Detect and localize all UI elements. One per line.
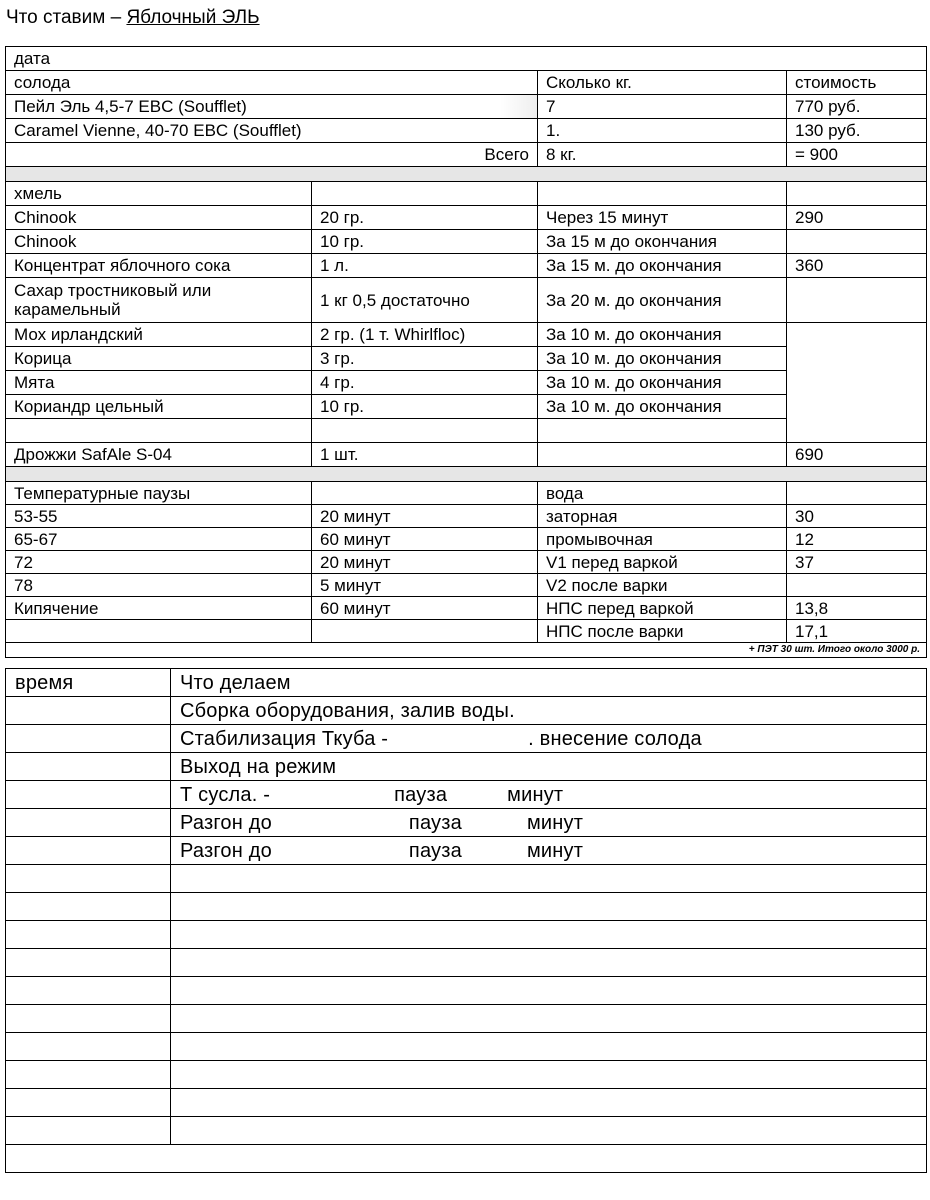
hop-cost: 290 bbox=[787, 206, 927, 230]
wort-temp-label: Т сусла. - bbox=[180, 783, 271, 806]
hop-name: Кориандр цельный bbox=[6, 395, 312, 419]
malt-cost: 130 руб. bbox=[787, 119, 927, 143]
water-label: вода bbox=[538, 482, 787, 505]
hop-when: За 10 м. до окончания bbox=[538, 347, 787, 371]
malt-qty: 1. bbox=[538, 119, 787, 143]
pause-label: пауза bbox=[408, 839, 462, 862]
water-name: НПС после варки bbox=[538, 620, 787, 643]
beer-name: Яблочный ЭЛЬ bbox=[126, 7, 260, 28]
malt-header-qty: Сколько кг. bbox=[538, 71, 787, 95]
water-value: 13,8 bbox=[787, 597, 927, 620]
hop-when: За 10 м. до окончания bbox=[538, 371, 787, 395]
time-header: время bbox=[6, 669, 171, 697]
hop-name: Chinook bbox=[6, 206, 312, 230]
hop-name: Концентрат яблочного сока bbox=[6, 254, 312, 278]
water-value: 30 bbox=[787, 505, 927, 528]
pause-temp: 78 bbox=[6, 574, 312, 597]
date-label: дата bbox=[6, 47, 927, 71]
malt-header-name: солода bbox=[6, 71, 538, 95]
water-name: НПС перед варкой bbox=[538, 597, 787, 620]
malt-total-qty: 8 кг. bbox=[538, 143, 787, 167]
hop-amount: 20 гр. bbox=[312, 206, 538, 230]
malt-total-label: Всего bbox=[6, 143, 538, 167]
hop-when: За 10 м. до окончания bbox=[538, 323, 787, 347]
title-prefix: Что ставим – bbox=[6, 7, 127, 28]
pause-label: пауза bbox=[408, 811, 462, 834]
water-value: 37 bbox=[787, 551, 927, 574]
step-wort-temp bbox=[171, 781, 927, 809]
pause-label: пауза bbox=[394, 783, 448, 806]
recipe-table bbox=[5, 46, 927, 658]
hop-when: За 20 м. до окончания bbox=[538, 278, 787, 323]
hop-cost bbox=[787, 323, 927, 443]
hop-when: За 15 м до окончания bbox=[538, 230, 787, 254]
pause-time bbox=[312, 620, 538, 643]
step-ramp bbox=[171, 809, 927, 837]
hop-name: Chinook bbox=[6, 230, 312, 254]
pause-time: 60 минут bbox=[312, 528, 538, 551]
action-header: Что делаем bbox=[171, 669, 927, 697]
cost-footnote: + ПЭТ 30 шт. Итого около 3000 р. bbox=[6, 643, 927, 658]
water-value: 17,1 bbox=[787, 620, 927, 643]
separator bbox=[6, 167, 927, 182]
hops-label: хмель bbox=[6, 182, 312, 206]
pause-time: 5 минут bbox=[312, 574, 538, 597]
hop-name: Мята bbox=[6, 371, 312, 395]
separator bbox=[6, 467, 927, 482]
hop-name: Сахар тростниковый или карамельный bbox=[6, 278, 312, 323]
minutes-label: минут bbox=[507, 783, 564, 806]
pause-temp: 65-67 bbox=[6, 528, 312, 551]
malt-cost: 770 руб. bbox=[787, 95, 927, 119]
pause-temp bbox=[6, 620, 312, 643]
hop-name: Мох ирландский bbox=[6, 323, 312, 347]
pause-time: 20 минут bbox=[312, 551, 538, 574]
malt-name: Пейл Эль 4,5-7 EBC (Soufflet) bbox=[6, 95, 538, 119]
hop-amount: 1 л. bbox=[312, 254, 538, 278]
hop-when: Через 15 минут bbox=[538, 206, 787, 230]
pause-time: 20 минут bbox=[312, 505, 538, 528]
page-title bbox=[6, 6, 260, 30]
water-name: заторная bbox=[538, 505, 787, 528]
step-heat-up: Выход на режим bbox=[171, 753, 927, 781]
water-name: V2 после варки bbox=[538, 574, 787, 597]
yeast-when bbox=[538, 443, 787, 467]
hop-amount: 10 гр. bbox=[312, 230, 538, 254]
hop-when: За 15 м. до окончания bbox=[538, 254, 787, 278]
malt-header-cost: стоимость bbox=[787, 71, 927, 95]
minutes-label: минут bbox=[526, 811, 584, 834]
water-value: 12 bbox=[787, 528, 927, 551]
water-name: V1 перед варкой bbox=[538, 551, 787, 574]
water-name: промывочная bbox=[538, 528, 787, 551]
step-setup: Сборка оборудования, залив воды. bbox=[171, 697, 927, 725]
malt-qty: 7 bbox=[538, 95, 787, 119]
yeast-name: Дрожжи SafAle S-04 bbox=[6, 443, 312, 467]
step-stabilize-label: Стабилизация Ткуба - bbox=[180, 727, 389, 750]
minutes-label: минут bbox=[526, 839, 584, 862]
hop-when: За 10 м. до окончания bbox=[538, 395, 787, 419]
pauses-label: Температурные паузы bbox=[6, 482, 312, 505]
hop-cost bbox=[787, 278, 927, 323]
water-value bbox=[787, 574, 927, 597]
malt-name: Caramel Vienne, 40-70 EBC (Soufflet) bbox=[6, 119, 538, 143]
hop-amount: 1 кг 0,5 достаточно bbox=[312, 278, 538, 323]
step-stabilize bbox=[171, 725, 927, 753]
hop-cost bbox=[787, 230, 927, 254]
hop-name: Корица bbox=[6, 347, 312, 371]
pause-temp: Кипячение bbox=[6, 597, 312, 620]
hop-amount: 4 гр. bbox=[312, 371, 538, 395]
brew-log-table bbox=[5, 668, 927, 1173]
ramp-label: Разгон до bbox=[180, 839, 272, 862]
pause-temp: 72 bbox=[6, 551, 312, 574]
yeast-amount: 1 шт. bbox=[312, 443, 538, 467]
malt-total-cost: = 900 bbox=[787, 143, 927, 167]
hop-amount: 10 гр. bbox=[312, 395, 538, 419]
ramp-label: Разгон до bbox=[180, 811, 272, 834]
yeast-cost: 690 bbox=[787, 443, 927, 467]
step-ramp bbox=[171, 837, 927, 865]
hop-amount: 2 гр. (1 т. Whirlfloc) bbox=[312, 323, 538, 347]
pause-time: 60 минут bbox=[312, 597, 538, 620]
step-add-malt: . внесение солода bbox=[528, 727, 702, 750]
hop-amount: 3 гр. bbox=[312, 347, 538, 371]
pause-temp: 53-55 bbox=[6, 505, 312, 528]
hop-cost: 360 bbox=[787, 254, 927, 278]
